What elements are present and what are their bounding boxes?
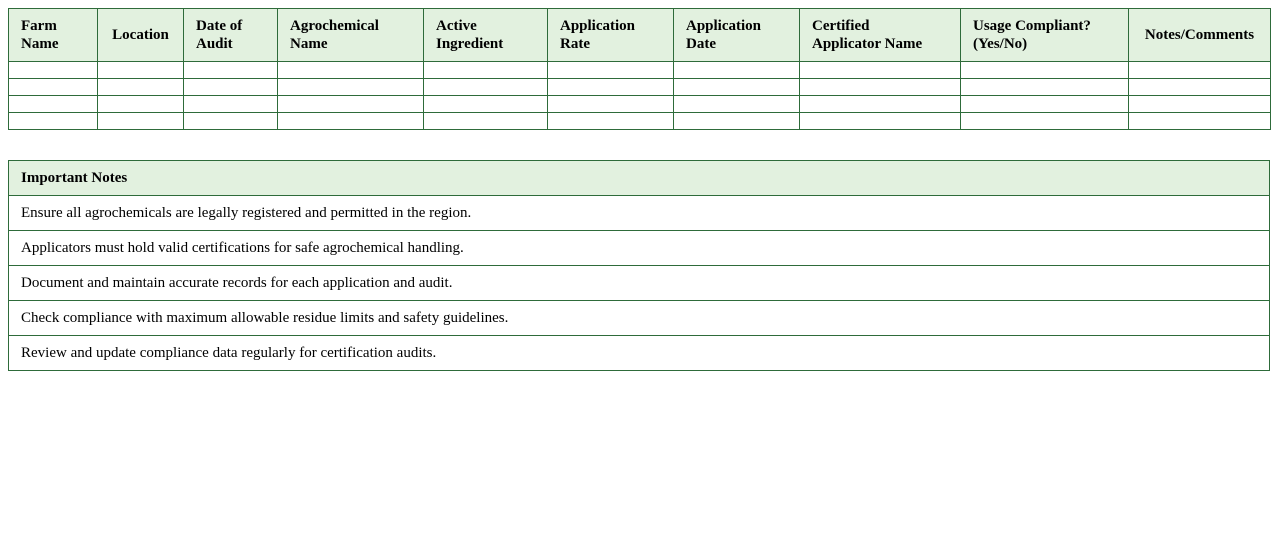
list-item [9,301,1270,336]
table-cell[interactable] [548,113,674,130]
note-text: Document and maintain accurate records for each application and audit. [9,266,1270,301]
table-cell[interactable] [674,79,800,96]
table-cell[interactable] [1129,62,1271,79]
table-cell[interactable] [184,113,278,130]
note-text: Review and update compliance data regularly for certification audits. [9,336,1270,371]
table-cell[interactable] [424,113,548,130]
table-cell[interactable] [800,62,961,79]
table-cell[interactable] [184,79,278,96]
table-cell[interactable] [674,96,800,113]
column-header-date-of-audit: Date of Audit [184,9,278,62]
table-cell[interactable] [98,96,184,113]
list-item [9,266,1270,301]
table-cell[interactable] [1129,79,1271,96]
column-header-farm-name: Farm Name [9,9,98,62]
table-cell[interactable] [548,79,674,96]
table-cell[interactable] [9,79,98,96]
table-cell[interactable] [800,113,961,130]
table-cell[interactable] [961,79,1129,96]
table-cell[interactable] [548,96,674,113]
table-cell[interactable] [278,79,424,96]
note-text: Applicators must hold valid certifications for safe agrochemical handling. [9,231,1270,266]
column-header-application-date: Application Date [674,9,800,62]
table-cell[interactable] [424,62,548,79]
important-notes-table [8,160,1270,371]
table-cell[interactable] [1129,113,1271,130]
table-cell[interactable] [98,62,184,79]
table-cell[interactable] [674,62,800,79]
table-row [9,79,1271,96]
table-cell[interactable] [184,96,278,113]
table-cell[interactable] [548,62,674,79]
table-row [9,62,1271,79]
table-cell[interactable] [9,62,98,79]
table-cell[interactable] [278,96,424,113]
table-cell[interactable] [278,113,424,130]
table-cell[interactable] [1129,96,1271,113]
table-cell[interactable] [800,79,961,96]
table-cell[interactable] [961,113,1129,130]
table-cell[interactable] [961,96,1129,113]
list-item [9,196,1270,231]
column-header-usage-compliant: Usage Compliant? (Yes/No) [961,9,1129,62]
column-header-certified-applicator-name: Certified Applicator Name [800,9,961,62]
table-row [9,96,1271,113]
note-text: Check compliance with maximum allowable residue limits and safety guidelines. [9,301,1270,336]
table-cell[interactable] [278,62,424,79]
column-header-notes-comments: Notes/Comments [1129,9,1271,62]
table-cell[interactable] [9,113,98,130]
table-cell[interactable] [424,79,548,96]
column-header-location: Location [98,9,184,62]
column-header-application-rate: Application Rate [548,9,674,62]
table-cell[interactable] [800,96,961,113]
table-cell[interactable] [424,96,548,113]
notes-title: Important Notes [9,161,1270,196]
column-header-agrochemical-name: Agrochemical Name [278,9,424,62]
table-cell[interactable] [98,113,184,130]
table-cell[interactable] [184,62,278,79]
table-cell[interactable] [98,79,184,96]
table-cell[interactable] [9,96,98,113]
table-row [9,113,1271,130]
audit-table [8,8,1271,130]
audit-table-header-row [9,9,1271,62]
notes-header-row [9,161,1270,196]
table-cell[interactable] [674,113,800,130]
list-item [9,231,1270,266]
table-cell[interactable] [961,62,1129,79]
note-text: Ensure all agrochemicals are legally registered and permitted in the region. [9,196,1270,231]
list-item [9,336,1270,371]
column-header-active-ingredient: Active Ingredient [424,9,548,62]
